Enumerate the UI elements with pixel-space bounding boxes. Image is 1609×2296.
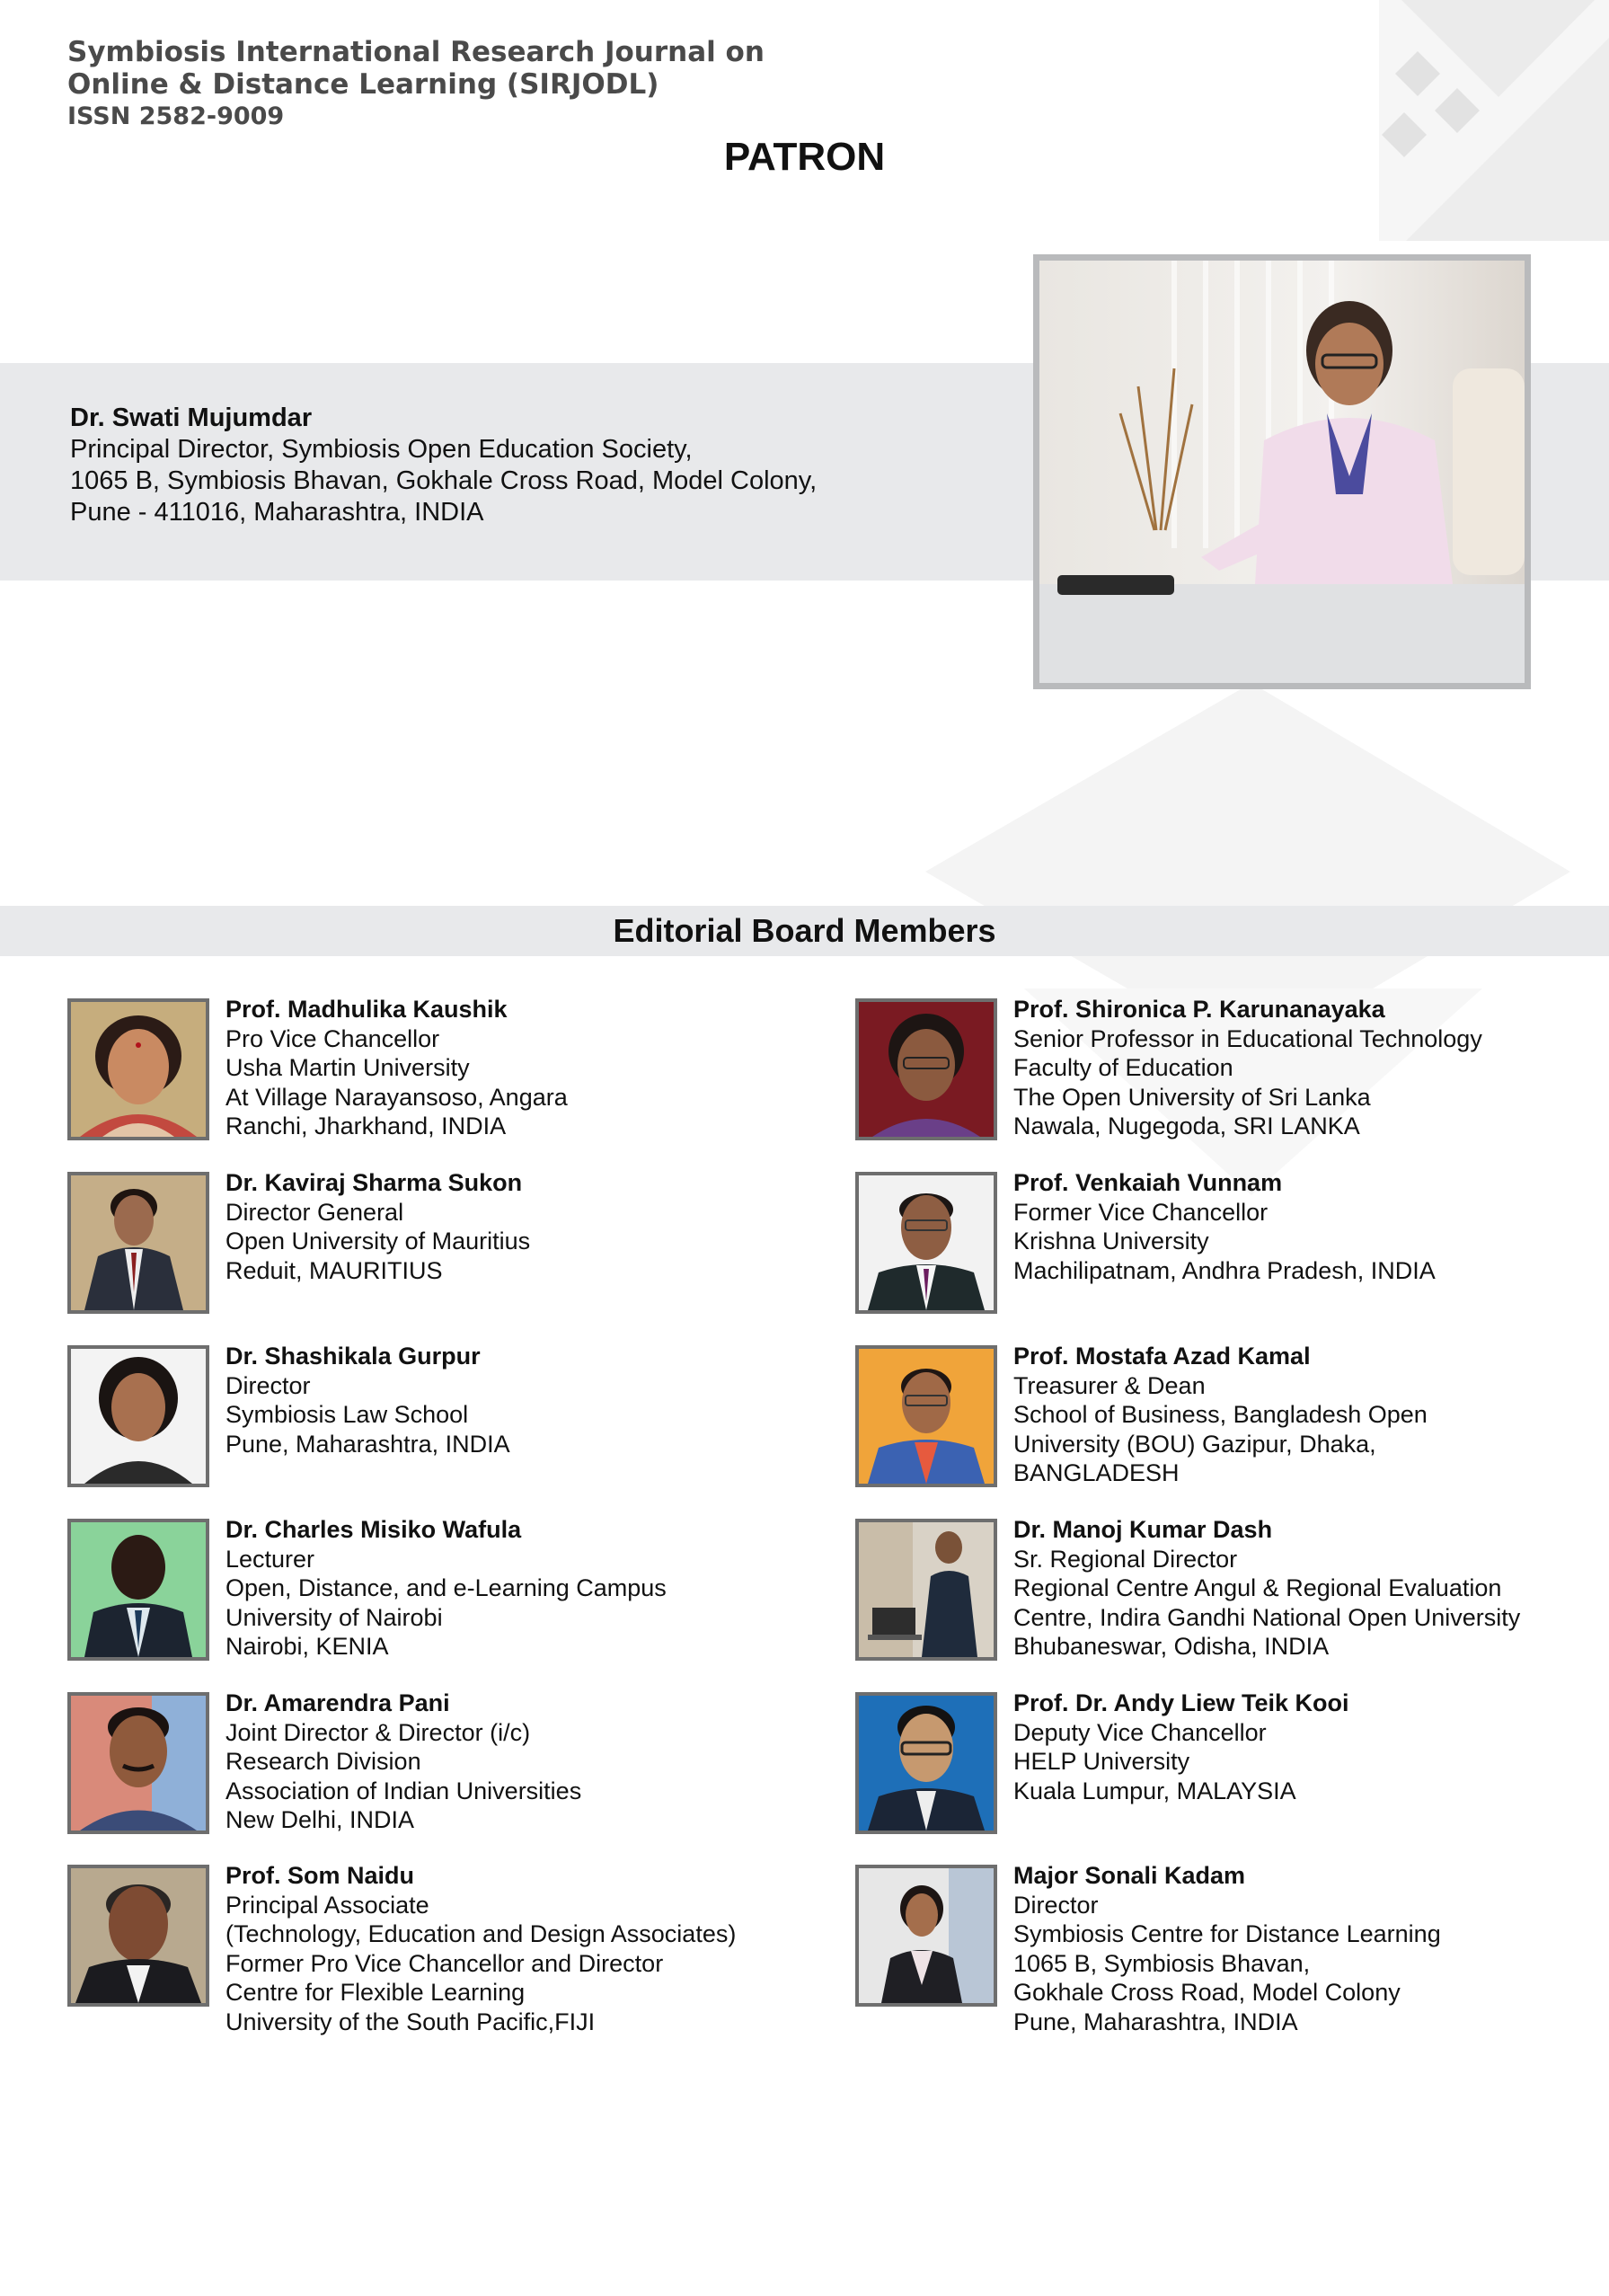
member-line: Director General <box>225 1198 404 1226</box>
member-details <box>225 1689 581 1835</box>
member-name: Prof. Madhulika Kaushik <box>225 996 508 1023</box>
member-line: Deputy Vice Chancellor <box>1013 1718 1267 1746</box>
member-photo <box>855 1519 997 1661</box>
member-details <box>1013 1861 1441 2036</box>
member-details <box>1013 995 1482 1141</box>
member-line: Machilipatnam, Andhra Pradesh, INDIA <box>1013 1256 1436 1284</box>
member-line: School of Business, Bangladesh Open <box>1013 1401 1428 1428</box>
member-line: At Village Narayansoso, Angara <box>225 1083 568 1111</box>
member-photo <box>67 998 209 1140</box>
member-photo <box>67 1345 209 1487</box>
member-line: Lecturer <box>225 1545 315 1573</box>
member-line: Reduit, MAURITIUS <box>225 1256 443 1284</box>
member-name: Prof. Som Naidu <box>225 1862 415 1889</box>
member-line: University of Nairobi <box>225 1603 443 1631</box>
member-details <box>225 1168 530 1285</box>
member-line: Krishna University <box>1013 1228 1209 1254</box>
member-line: University (BOU) Gazipur, Dhaka, <box>1013 1430 1376 1458</box>
member-line: Director <box>225 1371 311 1399</box>
member-line: Ranchi, Jharkhand, INDIA <box>225 1113 507 1139</box>
member-line: (Technology, Education and Design Associates) <box>225 1920 737 1947</box>
member-line: Centre for Flexible Learning <box>225 1979 526 2006</box>
patron-photo <box>1033 254 1531 689</box>
member-photo <box>855 1692 997 1834</box>
member-details <box>1013 1168 1436 1285</box>
member-line: Former Vice Chancellor <box>1013 1198 1269 1226</box>
member-photo <box>67 1172 209 1314</box>
member-line: Open, Distance, and e-Learning Campus <box>225 1574 667 1601</box>
member-name: Dr. Amarendra Pani <box>225 1689 450 1716</box>
editorial-board-heading: Editorial Board Members <box>613 912 996 949</box>
member-line: New Delhi, INDIA <box>225 1806 415 1833</box>
member-details <box>225 995 568 1141</box>
member-photo <box>67 1692 209 1834</box>
member-line: Director <box>1013 1891 1099 1919</box>
member-line: Bhubaneswar, Odisha, INDIA <box>1013 1633 1330 1660</box>
member-name: Dr. Kaviraj Sharma Sukon <box>225 1169 523 1196</box>
member-photo <box>67 1519 209 1661</box>
member-name: Dr. Manoj Kumar Dash <box>1013 1516 1273 1543</box>
member-line: Symbiosis Law School <box>225 1401 469 1428</box>
member-line: Symbiosis Centre for Distance Learning <box>1013 1920 1441 1947</box>
member-line: Nawala, Nugegoda, SRI LANKA <box>1013 1113 1360 1139</box>
member-line: Senior Professor in Educational Technology <box>1013 1024 1482 1052</box>
journal-header <box>67 36 765 133</box>
member-line: University of the South Pacific,FIJI <box>225 2008 596 2035</box>
member-details <box>1013 1689 1349 1805</box>
patron-line: Principal Director, Symbiosis Open Education Society, <box>70 435 693 464</box>
member-line: Pune, Maharashtra, INDIA <box>1013 2008 1298 2035</box>
member-name: Dr. Shashikala Gurpur <box>225 1343 481 1370</box>
member-line: Former Pro Vice Chancellor and Director <box>225 1949 664 1977</box>
member-line: Kuala Lumpur, MALAYSIA <box>1013 1777 1296 1804</box>
member-line: Principal Associate <box>225 1891 429 1919</box>
member-name: Prof. Venkaiah Vunnam <box>1013 1169 1283 1196</box>
patron-line: Pune - 411016, Maharashtra, INDIA <box>70 498 484 527</box>
member-name: Dr. Charles Misiko Wafula <box>225 1516 522 1543</box>
member-line: Gokhale Cross Road, Model Colony <box>1013 1979 1401 2006</box>
member-details <box>225 1515 667 1662</box>
member-details <box>225 1861 736 2036</box>
member-line: Association of Indian Universities <box>225 1777 582 1804</box>
member-line: Research Division <box>225 1748 421 1775</box>
member-photo <box>855 1345 997 1487</box>
member-name: Prof. Shironica P. Karunanayaka <box>1013 996 1385 1023</box>
patron-line: 1065 B, Symbiosis Bhavan, Gokhale Cross Road, Model Colony, <box>70 466 818 495</box>
member-photo <box>855 1172 997 1314</box>
member-details <box>1013 1342 1428 1488</box>
patron-heading: PATRON <box>723 135 886 179</box>
member-line: The Open University of Sri Lanka <box>1013 1083 1371 1111</box>
member-line: Faculty of Education <box>1013 1054 1233 1081</box>
member-line: Pro Vice Chancellor <box>225 1024 440 1052</box>
member-line: Nairobi, KENIA <box>225 1633 389 1660</box>
member-line: Pune, Maharashtra, INDIA <box>225 1430 510 1458</box>
member-line: 1065 B, Symbiosis Bhavan, <box>1013 1949 1311 1977</box>
member-line: BANGLADESH <box>1013 1459 1180 1486</box>
member-line: Centre, Indira Gandhi National Open University <box>1013 1603 1521 1631</box>
member-details <box>1013 1515 1520 1662</box>
member-name: Major Sonali Kadam <box>1013 1862 1246 1889</box>
member-line: Joint Director & Director (i/c) <box>225 1718 531 1746</box>
member-name: Prof. Dr. Andy Liew Teik Kooi <box>1013 1689 1349 1716</box>
patron-name: Dr. Swati Mujumdar <box>70 403 313 432</box>
member-name: Prof. Mostafa Azad Kamal <box>1013 1343 1311 1370</box>
member-photo <box>855 1865 997 2007</box>
journal-title-line1: Symbiosis International Research Journal on <box>67 36 765 68</box>
member-photo <box>855 998 997 1140</box>
member-photo <box>67 1865 209 2007</box>
member-line: Regional Centre Angul & Regional Evaluation <box>1013 1574 1502 1601</box>
member-details <box>225 1342 510 1458</box>
journal-title-line2: Online & Distance Learning (SIRJODL) <box>67 68 659 101</box>
patron-info <box>70 403 817 528</box>
member-line: Usha Martin University <box>225 1054 470 1081</box>
journal-issn: ISSN 2582-9009 <box>67 102 285 130</box>
member-line: Open University of Mauritius <box>225 1228 531 1254</box>
member-line: Sr. Regional Director <box>1013 1545 1238 1573</box>
member-line: HELP University <box>1013 1748 1190 1775</box>
member-line: Treasurer & Dean <box>1013 1371 1206 1399</box>
